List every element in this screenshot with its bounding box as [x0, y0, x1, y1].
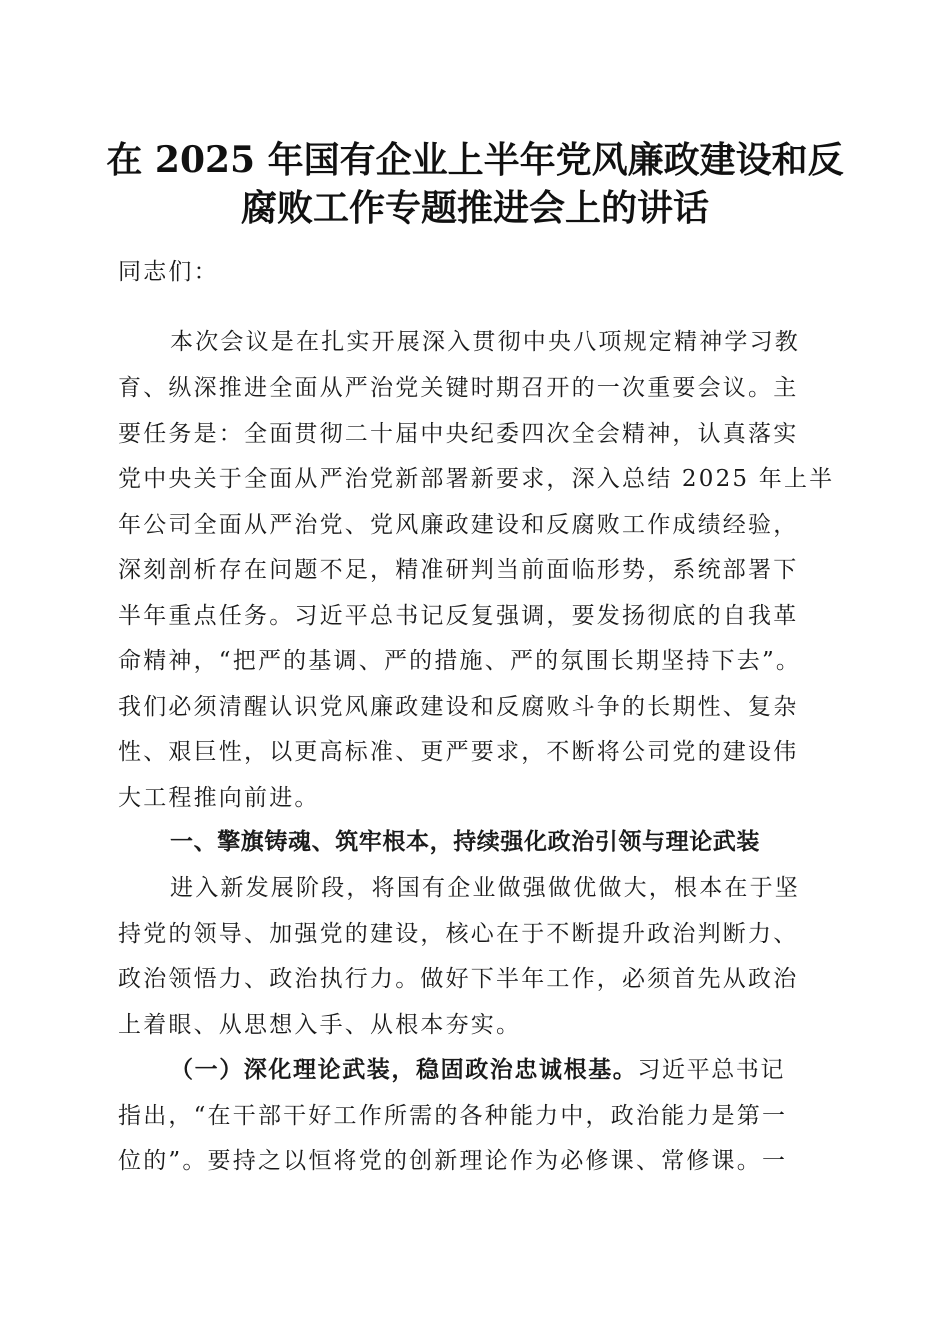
- intro-line-5: 年公司全面从严治党、党风廉政建设和反腐败工作成绩经验，: [118, 512, 799, 538]
- section-1-line-2: 持党的领导、加强党的建设，核心在于不断提升政治判断力、: [118, 921, 799, 947]
- intro-line-8: 命精神，“把严的基调、严的措施、严的氛围长期坚持下去”。: [118, 648, 802, 674]
- document-title-line-1: 在 2025 年国有企业上半年党风廉政建设和反: [106, 139, 844, 181]
- section-1-line-3: 政治领悟力、政治执行力。做好下半年工作，必须首先从政治: [118, 966, 799, 992]
- intro-line-9: 我们必须清醒认识党风廉政建设和反腐败斗争的长期性、复杂: [118, 694, 799, 720]
- intro-line-2: 育、纵深推进全面从严治党关键时期召开的一次重要会议。主: [118, 375, 799, 401]
- subsection-1-first-line: [170, 1054, 830, 1086]
- intro-line-7: 半年重点任务。习近平总书记反复强调，要发扬彻底的自我革: [118, 603, 799, 629]
- section-1-line-4: 上着眼、从思想入手、从根本夯实。: [118, 1012, 522, 1038]
- intro-line-10: 性、艰巨性，以更高标准、更严要求，不断将公司党的建设伟: [118, 739, 799, 765]
- intro-line-6: 深刻剖析存在问题不足，精准研判当前面临形势，系统部署下: [118, 557, 799, 583]
- subsection-1-first-line-rest: 习近平总书记: [637, 1057, 786, 1083]
- section-1-heading: 一、擎旗铸魂、筑牢根本，持续强化政治引领与理论武装: [170, 829, 760, 855]
- intro-line-1: 本次会议是在扎实开展深入贯彻中央八项规定精神学习教: [170, 329, 800, 355]
- subsection-1-line-2: 指出，“在干部干好工作所需的各种能力中，政治能力是第一: [118, 1103, 788, 1129]
- subsection-1-line-3: 位的”。要持之以恒将党的创新理论作为必修课、常修课。一: [118, 1148, 788, 1174]
- subsection-1-heading: （一）深化理论武装，稳固政治忠诚根基。: [170, 1056, 638, 1083]
- document-title-line-2: 腐败工作专题推进会上的讲话: [240, 187, 709, 229]
- section-1-line-1: 进入新发展阶段，将国有企业做强做优做大，根本在于坚: [170, 875, 800, 901]
- intro-line-3: 要任务是：全面贯彻二十届中央纪委四次全会精神，认真落实: [118, 421, 799, 447]
- intro-line-11: 大工程推向前进。: [118, 785, 320, 811]
- intro-line-4: 党中央关于全面从严治党新部署新要求，深入总结 2025 年上半: [118, 466, 835, 492]
- salutation: 同志们：: [118, 259, 219, 285]
